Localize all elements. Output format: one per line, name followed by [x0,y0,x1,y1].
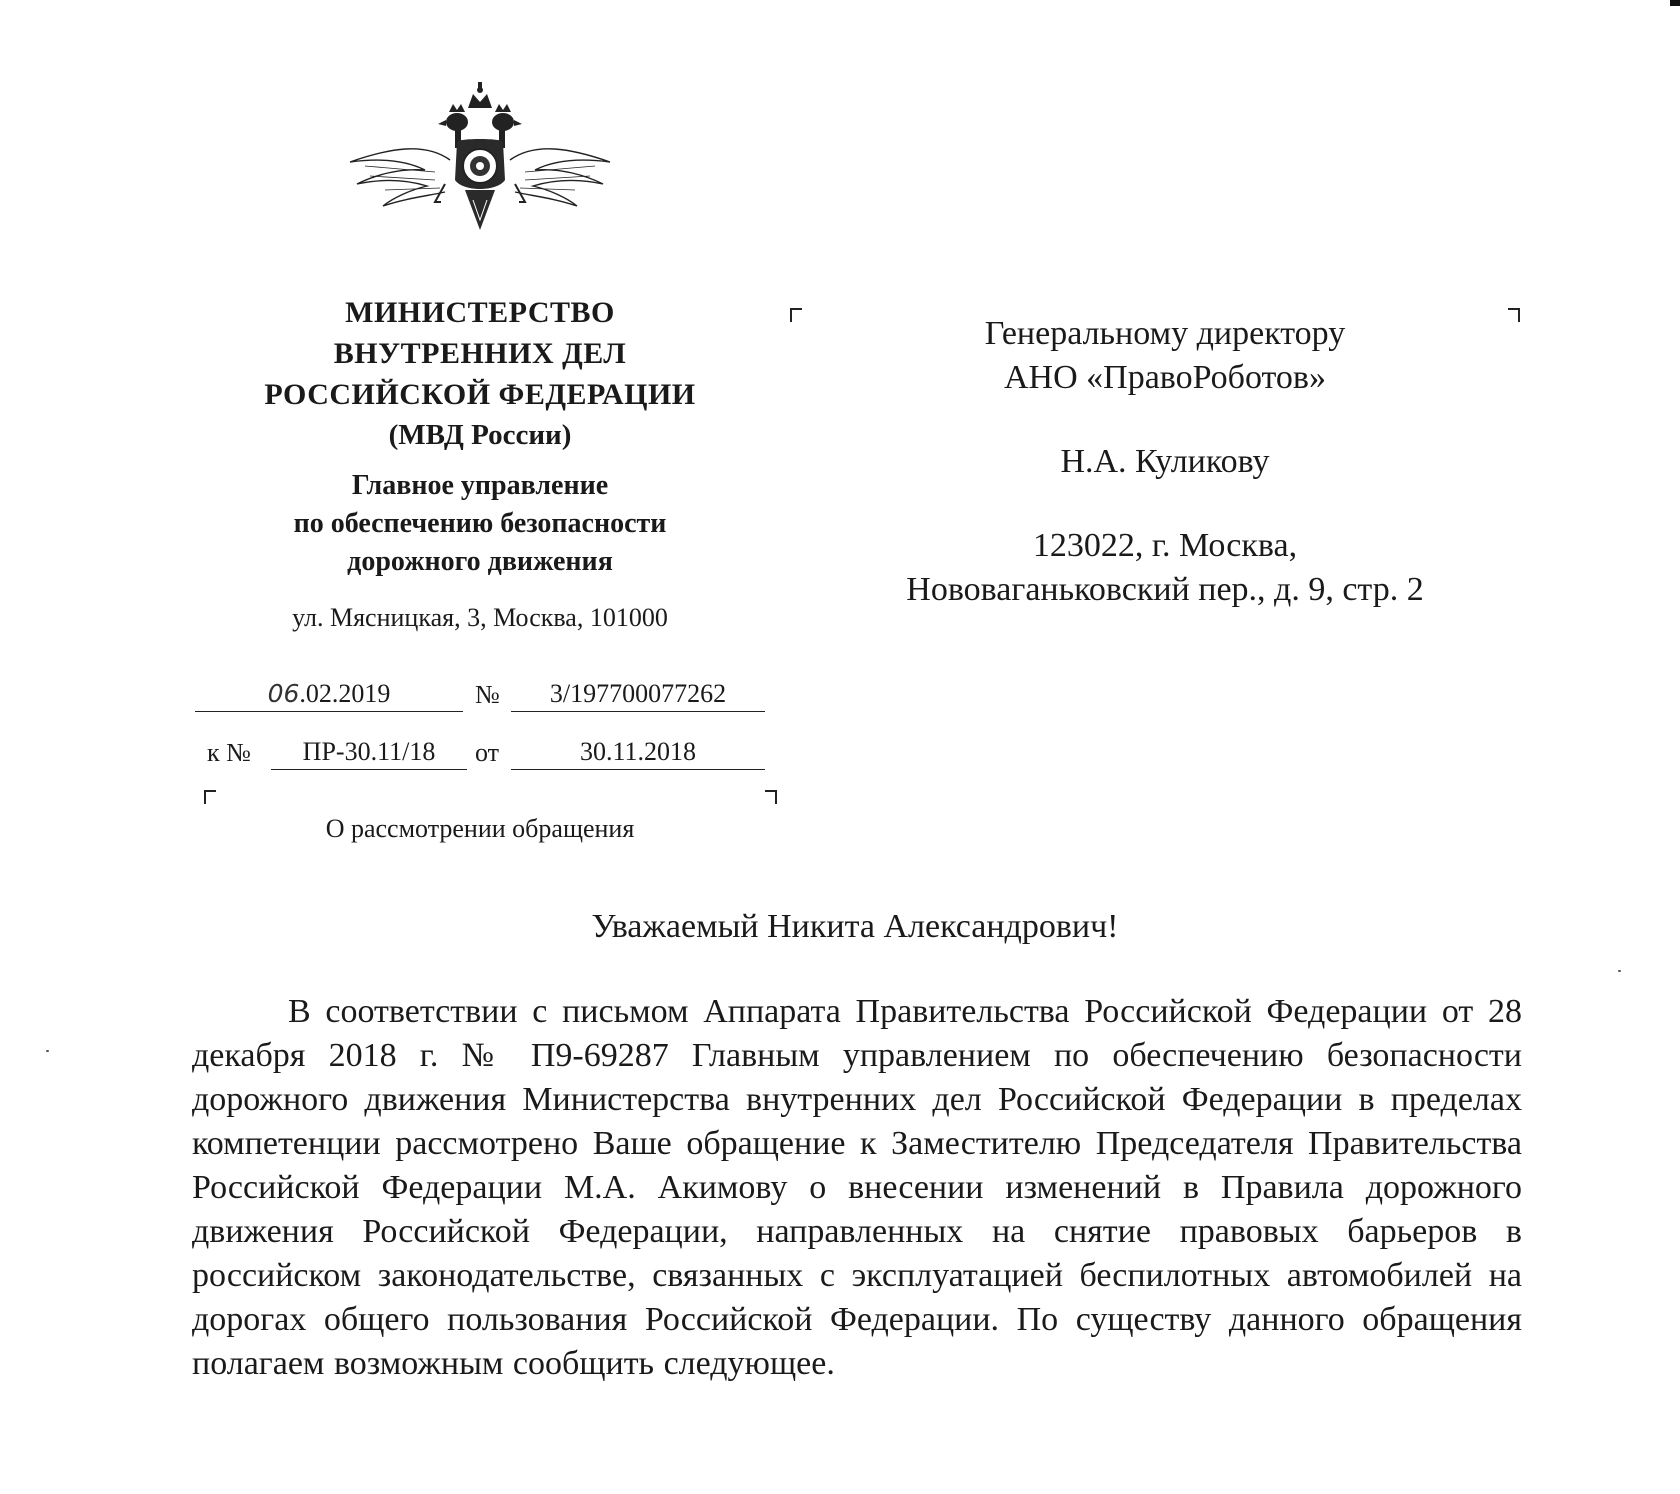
department-name-line: Главное управление [351,470,609,501]
reference-number-label: к № [207,738,251,767]
sender-header [180,292,780,635]
scan-speck [1618,970,1621,972]
sender-address: ул. Мясницкая, 3, Москва, 101000 [292,603,668,632]
outgoing-date-field [195,677,463,712]
scan-artifact [1670,0,1680,6]
reference-date: 30.11.2018 [511,735,765,770]
ministry-name-line: РОССИЙСКОЙ ФЕДЕРАЦИИ [264,378,696,411]
reference-row [195,734,765,770]
letter-subject: О рассмотрении обращения [325,814,635,843]
subject-bracket-corner [765,790,777,804]
handwritten-day: 06 [267,679,300,708]
department-name-line: дорожного движения [347,546,613,577]
recipient-address-line: 123022, г. Москва, [1032,527,1298,564]
scan-speck [46,1050,49,1052]
ministry-name-line: МИНИСТЕРСТВО [345,296,615,329]
salutation: Уважаемый Никита Александрович! [591,908,1119,945]
mvd-double-headed-eagle-emblem [345,80,615,235]
outgoing-number: 3/197700077262 [511,677,765,712]
registration-row [195,676,765,712]
reference-from-label: от [475,738,500,767]
outgoing-date-printed: .02.2019 [299,679,391,708]
recipient-organization: АНО «ПравоРоботов» [1003,359,1326,396]
reference-number: ПР-30.11/18 [271,735,467,770]
recipient-name: Н.А. Куликову [1060,443,1270,480]
department-name [180,467,780,581]
number-label: № [475,680,500,709]
ministry-name-line: ВНУТРЕННИХ ДЕЛ [333,337,627,370]
letter-body-paragraph: В соответствии с письмом Аппарата Правительства Российской Федерации от 28 декабря 2018 г. № П9-69287 Главным управлением по обеспечению безопасности дорожного движения Министерства внутренних дел Российской Федерации в пределах компетенции рассмотрено Ваше обращение к Заместителю Председателя Правительства Российской Федерации М.А. Акимову о внесении изменений в Правила дорожного движения Российской Федерации, направленных на снятие правовых барьеров в российском законодательстве, связанных с эксплуатацией беспилотных автомобилей на дорогах общего пользования Российской Федерации. По существу данного обращения полагаем возможным сообщить следующее. [192,993,1522,1382]
department-name-line: по обеспечению безопасности [293,508,667,539]
recipient-address-line: Нововаганьковский пер., д. 9, стр. 2 [906,571,1424,608]
recipient-bracket-corner [790,308,802,322]
ministry-short-name: (МВД России) [388,419,572,451]
recipient-bracket-corner [1508,308,1520,322]
recipient-block [850,312,1480,612]
subject-bracket-corner [204,790,216,804]
recipient-position: Генеральному директору [984,315,1346,352]
